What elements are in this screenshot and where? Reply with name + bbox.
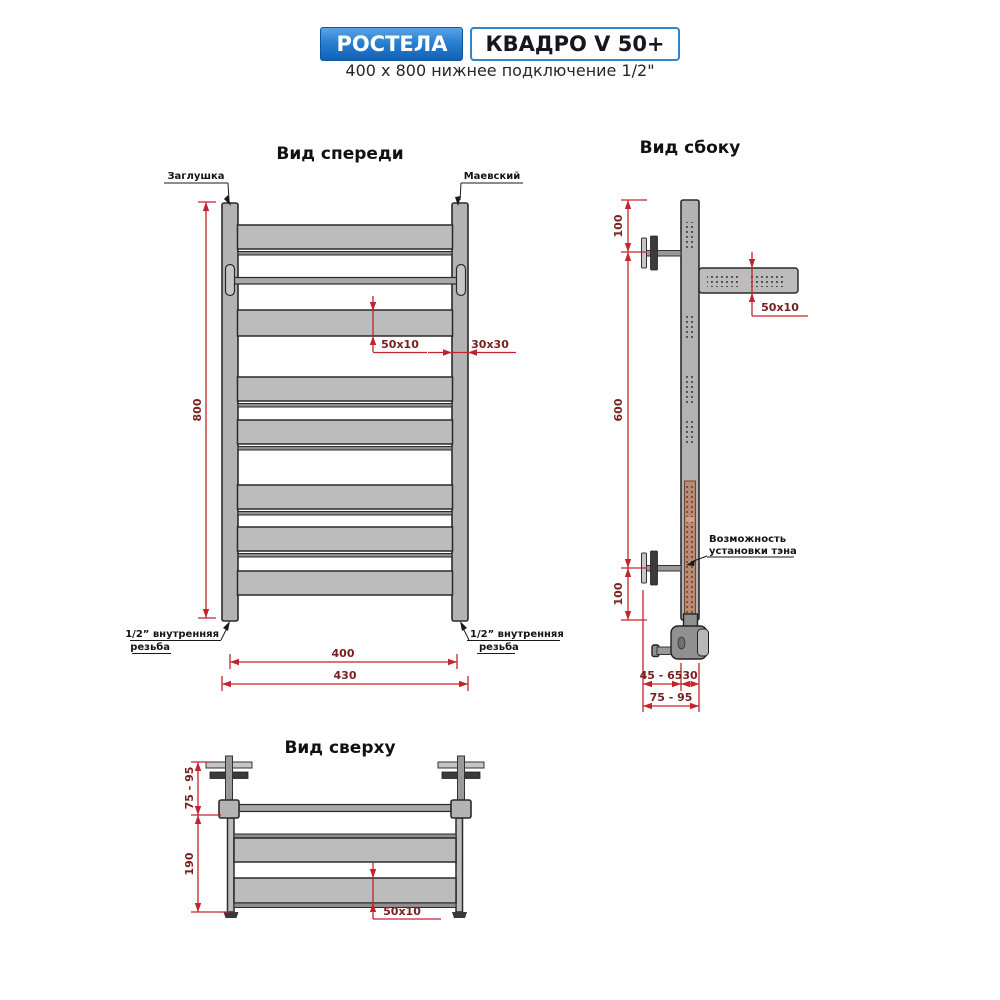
post-foot — [452, 912, 467, 918]
dim-top-50x10: 50x10 — [383, 905, 421, 918]
weld-dots — [685, 222, 695, 250]
dim-400: 400 — [331, 647, 355, 660]
mayevsky-label: Маевский — [463, 171, 521, 182]
dim-30x30: 30x30 — [471, 338, 509, 351]
top-wide-bar — [234, 878, 456, 903]
rung-thin — [238, 252, 452, 256]
bracket-stem — [458, 756, 465, 802]
hanger-end-right — [457, 265, 466, 296]
dim-30: 30 — [682, 669, 698, 682]
wall-bracket-bottom — [642, 551, 682, 585]
bracket-block — [451, 800, 471, 818]
fitting-cap — [698, 629, 709, 656]
heater-label-line2: установки тэна — [709, 546, 797, 557]
dim-width-430 — [222, 669, 468, 691]
weld-dots — [751, 275, 785, 287]
top-view-title: Вид сверху — [284, 738, 396, 758]
bracket-block — [219, 800, 239, 818]
heater-label-line1: Возможность — [709, 534, 787, 545]
fitting-notch — [678, 637, 685, 649]
rung-wide — [238, 225, 453, 249]
heater-joint — [686, 517, 694, 522]
rung-thin — [238, 447, 452, 451]
weld-dots — [685, 316, 695, 340]
dim-width-400 — [230, 647, 457, 669]
rung-thin — [238, 404, 452, 408]
top-hanger-rail — [239, 805, 451, 812]
top-right-post-edge — [456, 818, 463, 912]
top-thin-bar — [234, 903, 456, 908]
rung-wide — [238, 377, 453, 401]
rung-wide — [238, 485, 453, 509]
thread-left-line2: резьба — [130, 642, 170, 653]
hanger-bar — [231, 278, 461, 285]
thread-callout-right — [460, 621, 564, 654]
heater-zone — [685, 481, 696, 615]
model-badge: КВАДРО V 50+ — [470, 27, 679, 61]
thread-left-line1: 1/2” внутренняя — [125, 629, 219, 640]
dim-top-75-95: 75 - 95 — [183, 766, 196, 810]
dim-75-95: 75 - 95 — [649, 691, 693, 704]
bottom-fitting — [652, 614, 709, 659]
heater-dots — [685, 483, 695, 613]
dim-100-bottom: 100 — [612, 582, 625, 606]
dim-shelf-50x10: 50x10 — [761, 301, 799, 314]
bracket-flange — [651, 236, 658, 270]
bracket-wall-plate — [642, 238, 647, 268]
front-hanger-rail — [226, 265, 466, 296]
rung-wide — [238, 527, 453, 551]
rung-wide — [238, 420, 453, 444]
side-view — [612, 138, 808, 712]
rung-thin — [238, 512, 452, 516]
wall-bracket-top — [642, 236, 682, 270]
top-left-post-edge — [228, 818, 235, 912]
thread-callout-left — [125, 621, 230, 654]
post-foot — [224, 912, 239, 918]
plug-callout — [164, 171, 231, 206]
rung-thin — [238, 554, 452, 558]
dim-50x10: 50x10 — [381, 338, 419, 351]
thread-right-line2: резьба — [479, 642, 519, 653]
rung-wide — [238, 571, 453, 595]
top-view — [183, 738, 484, 919]
bracket-stem — [226, 756, 233, 802]
bracket-flange — [651, 551, 658, 585]
dim-post-profile — [428, 338, 516, 356]
brand-badge: РОСТЕЛА — [320, 27, 463, 61]
plug-label: Заглушка — [167, 171, 225, 182]
dim-100-top: 100 — [612, 214, 625, 238]
dim-430: 430 — [333, 669, 357, 682]
mayevsky-callout — [455, 171, 523, 206]
dim-45-65: 45 - 65 — [639, 669, 683, 682]
dim-height-800 — [191, 202, 216, 618]
dim-top-depths — [183, 762, 229, 912]
front-view-title: Вид спереди — [276, 144, 404, 164]
dim-190: 190 — [183, 852, 196, 876]
heater-callout — [686, 534, 797, 566]
dim-800: 800 — [191, 398, 204, 422]
weld-dots — [707, 275, 740, 287]
rung-wide — [238, 310, 453, 336]
front-thin-rungs — [238, 252, 452, 558]
dim-600: 600 — [612, 398, 625, 422]
thread-right-line1: 1/2” внутренняя — [470, 629, 564, 640]
weld-dots — [685, 418, 695, 444]
front-view — [125, 144, 564, 691]
hanger-end-left — [226, 265, 235, 296]
side-view-title: Вид сбоку — [639, 138, 741, 158]
top-wide-bar — [234, 838, 456, 862]
product-subtitle: 400 x 800 нижнее подключение 1/2" — [345, 61, 655, 80]
weld-dots — [685, 376, 695, 404]
